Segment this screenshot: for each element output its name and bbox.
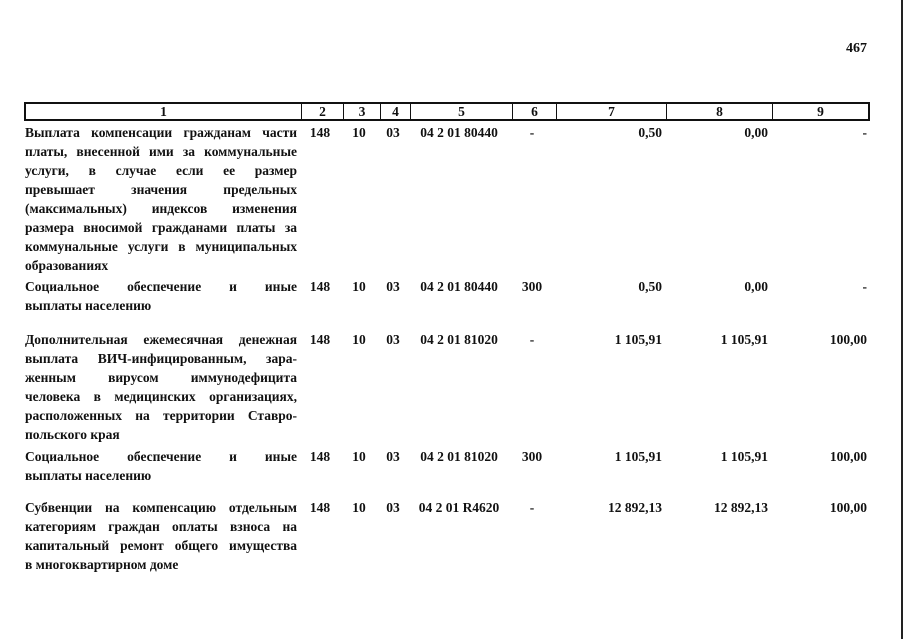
header-col-4: 4 bbox=[380, 104, 410, 119]
name-line: Субвенции на компенсацию отдельным bbox=[25, 500, 297, 515]
cell-col-6: 300 bbox=[521, 449, 543, 464]
name-line: размера вносимой гражданами платы за bbox=[25, 220, 297, 235]
name-line: выплаты населению bbox=[25, 298, 152, 313]
cell-col-3: 10 bbox=[352, 332, 366, 347]
header-col-1: 1 bbox=[160, 104, 167, 119]
cell-col-5: 04 2 01 80440 bbox=[420, 279, 498, 294]
cell-col-9: 100,00 bbox=[829, 449, 867, 464]
table-header bbox=[24, 102, 870, 121]
name-line: образованиях bbox=[25, 258, 109, 273]
cell-col-7: 1 105,91 bbox=[614, 449, 662, 464]
name-line: превышает значения предельных bbox=[25, 182, 297, 197]
name-line: коммунальные услуги в муниципальных bbox=[25, 239, 297, 254]
cell-col-5: 04 2 01 81020 bbox=[420, 449, 498, 464]
cell-col-8: 1 105,91 bbox=[720, 449, 768, 464]
cell-col-8: 12 892,13 bbox=[714, 500, 768, 515]
header-col-9: 9 bbox=[772, 104, 868, 119]
cell-col-4: 03 bbox=[386, 500, 400, 515]
header-col-3: 3 bbox=[343, 104, 380, 119]
name-line: платы, внесенной ими за коммунальные bbox=[25, 144, 297, 159]
cell-col-4: 03 bbox=[386, 279, 400, 294]
name-line: (максимальных) индексов изменения bbox=[25, 201, 297, 216]
cell-col-6: - bbox=[529, 125, 535, 140]
cell-col-8: 0,00 bbox=[744, 125, 768, 140]
cell-col-2: 148 bbox=[309, 449, 331, 464]
cell-col-5: 04 2 01 81020 bbox=[420, 332, 498, 347]
cell-col-4: 03 bbox=[386, 332, 400, 347]
cell-col-2: 148 bbox=[309, 279, 331, 294]
cell-col-2: 148 bbox=[309, 125, 331, 140]
name-line: польского края bbox=[25, 427, 120, 442]
header-col-7: 7 bbox=[556, 104, 666, 119]
name-line: услуги, в случае если ее размер bbox=[25, 163, 297, 178]
cell-col-8: 1 105,91 bbox=[720, 332, 768, 347]
cell-col-7: 0,50 bbox=[638, 279, 662, 294]
name-line: расположенных на территории Ставро- bbox=[25, 408, 297, 423]
cell-col-5: 04 2 01 80440 bbox=[420, 125, 498, 140]
cell-col-2: 148 bbox=[309, 332, 331, 347]
row-name bbox=[25, 498, 297, 574]
row-name bbox=[25, 447, 297, 485]
name-line: в многоквартирном доме bbox=[25, 557, 179, 572]
cell-col-9: 100,00 bbox=[829, 500, 867, 515]
name-line: категориям граждан оплаты взноса на bbox=[25, 519, 297, 534]
cell-col-9: - bbox=[862, 279, 867, 294]
name-line: Выплата компенсации гражданам части bbox=[25, 125, 297, 140]
name-line: Социальное обеспечение и иные bbox=[25, 279, 297, 294]
header-col-6: 6 bbox=[512, 104, 556, 119]
cell-col-6: - bbox=[529, 332, 535, 347]
cell-col-3: 10 bbox=[352, 449, 366, 464]
header-col-5: 5 bbox=[410, 104, 512, 119]
cell-col-7: 0,50 bbox=[638, 125, 662, 140]
row-name bbox=[25, 277, 297, 315]
cell-col-7: 1 105,91 bbox=[614, 332, 662, 347]
cell-col-7: 12 892,13 bbox=[608, 500, 662, 515]
cell-col-4: 03 bbox=[386, 449, 400, 464]
cell-col-6: - bbox=[529, 500, 535, 515]
name-line: женным вирусом иммунодефицита bbox=[25, 370, 297, 385]
cell-col-5: 04 2 01 R4620 bbox=[418, 500, 500, 515]
cell-col-6: 300 bbox=[521, 279, 543, 294]
name-line: Социальное обеспечение и иные bbox=[25, 449, 297, 464]
cell-col-2: 148 bbox=[309, 500, 331, 515]
header-col-2: 2 bbox=[301, 104, 343, 119]
page-edge-line bbox=[901, 0, 903, 639]
name-line: человека в медицинских организациях, bbox=[25, 389, 297, 404]
name-line: выплаты населению bbox=[25, 468, 152, 483]
cell-col-9: - bbox=[862, 125, 867, 140]
name-line: выплата ВИЧ-инфицированным, зара- bbox=[25, 351, 297, 366]
cell-col-8: 0,00 bbox=[744, 279, 768, 294]
cell-col-3: 10 bbox=[352, 500, 366, 515]
name-line: капитальный ремонт общего имущества bbox=[25, 538, 297, 553]
row-name bbox=[25, 123, 297, 275]
cell-col-3: 10 bbox=[352, 279, 366, 294]
row-name bbox=[25, 330, 297, 444]
cell-col-9: 100,00 bbox=[829, 332, 867, 347]
cell-col-3: 10 bbox=[352, 125, 366, 140]
cell-col-4: 03 bbox=[386, 125, 400, 140]
page-number: 467 bbox=[846, 41, 867, 56]
name-line: Дополнительная ежемесячная денежная bbox=[25, 332, 297, 347]
header-col-8: 8 bbox=[666, 104, 772, 119]
